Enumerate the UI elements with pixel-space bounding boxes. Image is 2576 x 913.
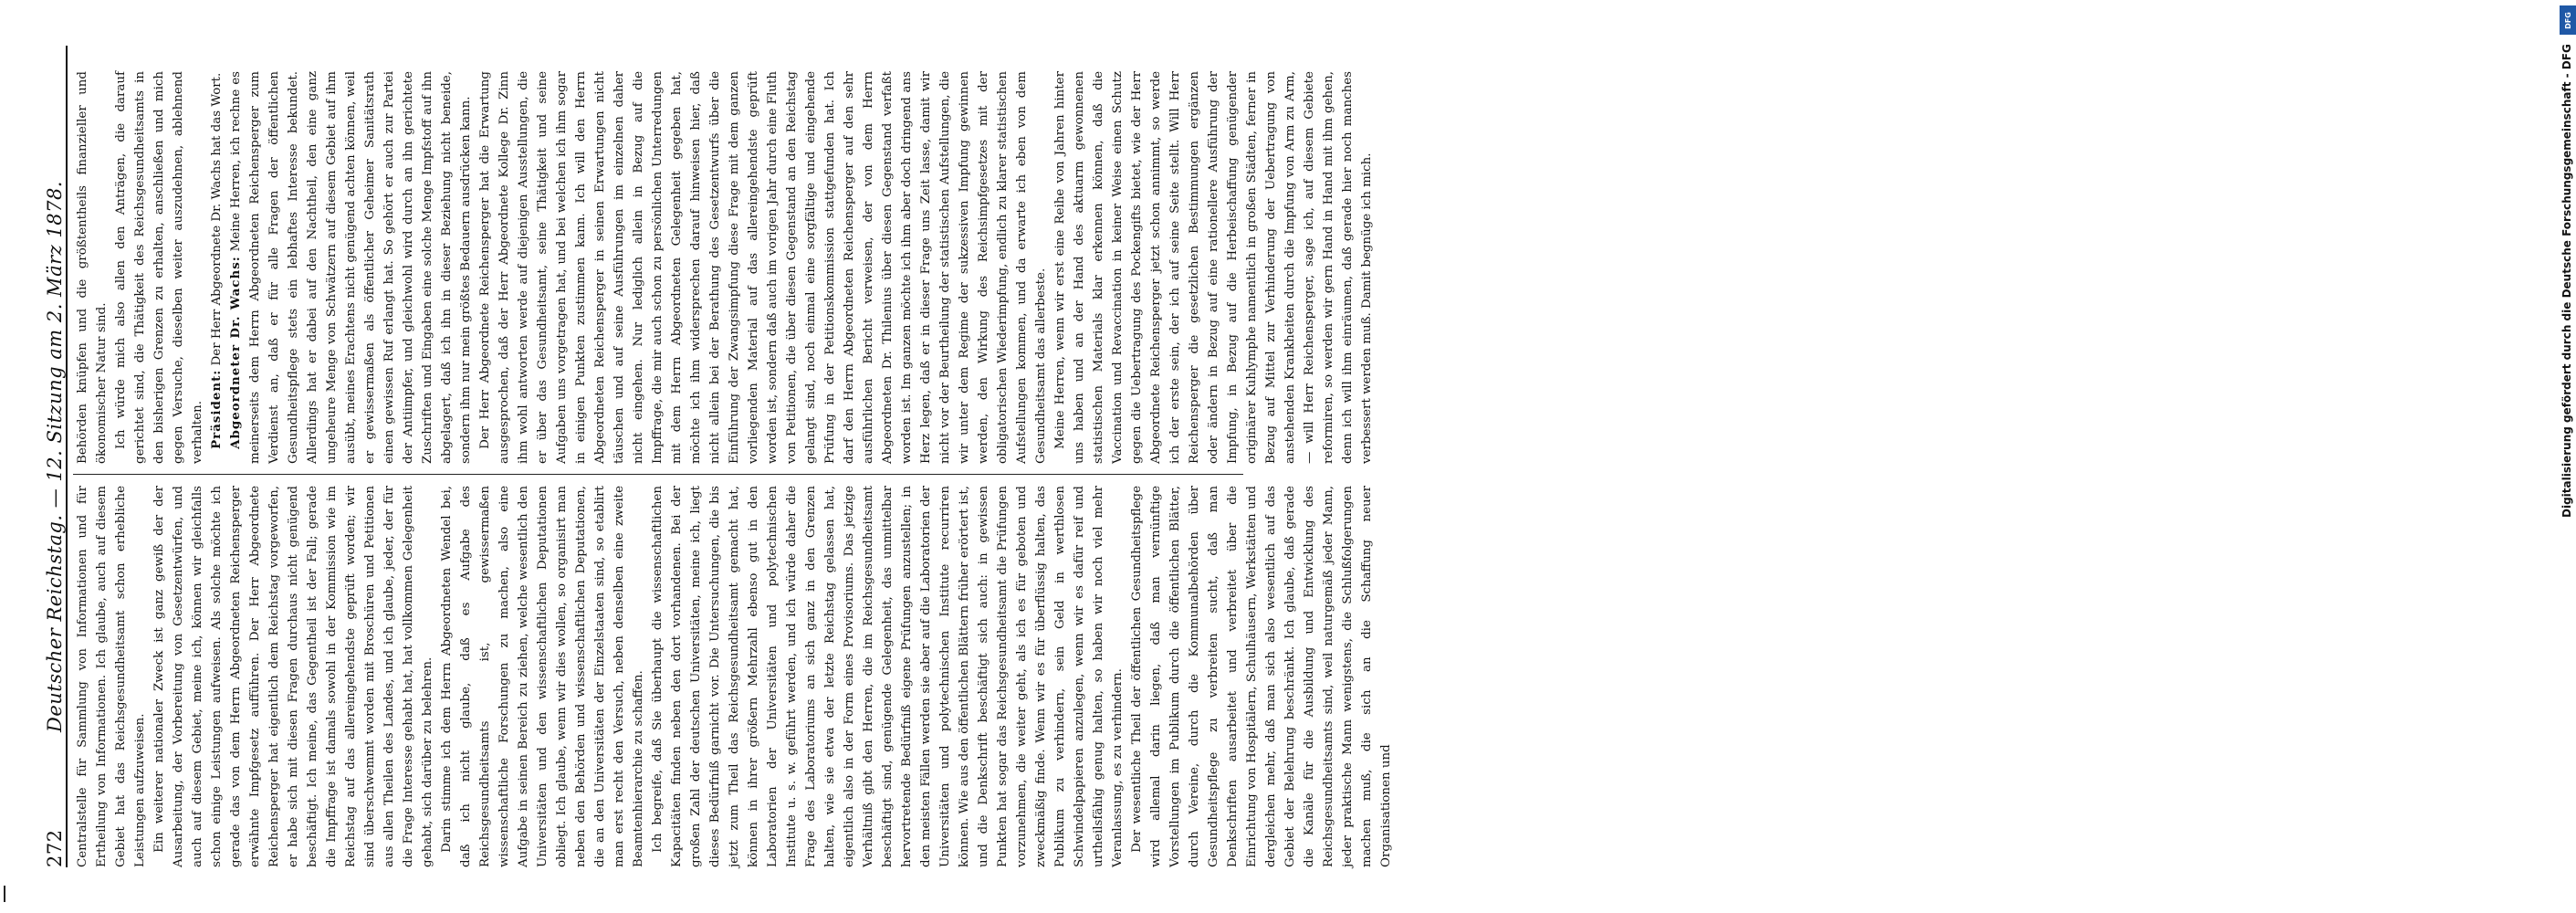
- dfg-logo-icon: [2560, 5, 2576, 35]
- president-label: Präsident:: [209, 369, 224, 449]
- scan-edge-mark: [4, 886, 5, 902]
- president-remark: [207, 71, 226, 464]
- paragraph: Behörden knüpfen und die größtentheils finanzieller und ökonomischer Natur sind.: [76, 71, 109, 464]
- dfg-logo-text: DFG: [2563, 11, 2572, 29]
- paragraph: Der Herr Abgeordnete Reichensperger hat die Erwartung ausgesprochen, daß der Herr Abgeordnete Kollege Dr. Zinn ihm wohl antworten werde auf diejenigen Ausstellungen, die er über das Gesundheitsamt, seine Thätigkeit und seine Aufgaben uns vorgetragen hat, und bei welchen ich ihm sogar in einigen Punkten zustimmen kann. Ich will den Herrn Abgeordneten Reichensperger in seinen Erwartungen nicht täuschen und auf seine Ausführungen im einzelnen daher nicht eingehen. Nur lediglich allein in Bezug auf die Impffrage, die mir auch schon zu persönlichen Unterredungen mit dem Herrn Abgeordneten Gelegenheit gegeben hat, möchte ich ihm widersprechen darauf hinweisen hier, daß nicht allein bei der Berathung des Gesetzentwurfs über die Einführung der Zwangsimpfung diese Frage mit dem ganzen vorliegenden Material auf das allereingehendste geprüft worden ist, sondern daß auch im vorigen Jahr durch eine Fluth von Petitionen, die über diesen Gegenstand an den Reichstag gelangt sind, noch einmal eine sorgfältige und eingehende Prüfung in der Petitionskommission stattgefunden hat. Ich darf den Herrn Abgeordneten Reichensperger auf den sehr ausführlichen Bericht verweisen, der von dem Herrn Abgeordneten Dr. Thilenius über diesen Gegenstand verfaßt worden ist. Im ganzen möchte ich ihm aber doch dringend ans Herz legen, daß er in dieser Frage uns Zeit lasse, damit wir nicht vor der Beurtheilung der statistischen Aufstellungen, die wir unter dem Regime der sukzessiven Impfung gewinnen werden, den Wirkung des Reichsimpfgesetzes mit der obligatorischen Wiederimpfung, endlich zu klarer statistischen Aufstellungen kommen, und da erwarte ich eben von dem Gesundheitsamt das allerbeste.: [478, 71, 1048, 464]
- left-column: [73, 486, 1393, 867]
- page-number: 272: [44, 829, 66, 867]
- digitization-sidebar: [1271, 0, 2573, 913]
- digitization-credit: Digitalisierung gefördert durch die Deutsche Forschungsgemeinschaft - DFG: [2560, 44, 2573, 518]
- page-header: [35, 46, 68, 867]
- column-divider: [73, 474, 1243, 475]
- right-column: [73, 71, 1374, 464]
- paragraph: Meine Herren, wenn wir erst eine Reihe von Jahren hinter uns haben und an der Hand des aktuarm gewonnenen statistischen Materials klar erkennen können, daß die Vaccination und Revaccination in keiner Weise einen Schutz gegen die Uebertragung des Pockengifts bietet, wie der Herr Abgeordnete Reichensperger jetzt schon annimmt, so werde ich der erste sein, der ich auf seine Seite stellt. Will Herr Reichensperger die gesetzlichen Bestimmungen ergänzen oder ändern in Bezug auf eine rationellere Ausführung der Impfung, in Bezug auf die Herbeischaffung genügender originärer Kuhlymphe namentlich in großen Städten, ferner in Bezug auf Mittel zur Verhinderung der Uebertragung von anstehenden Krankheiten durch die Impfung von Arm zu Arm, — will Herr Reichensperger, sage ich, auf diesem Gebiete reformiren, so werden wir gern Hand in Hand mit ihm gehen, denn ich will ihm einräumen, daß gerade hier noch manches verbessert werden muß. Damit begnüge ich mich.: [1053, 71, 1374, 464]
- paragraph: Darin stimme ich dem Herrn Abgeordneten Wendel bei, daß ich nicht glaube, daß es Aufgabe des Reichsgesundheitsamts ist, gewissermaßen wissenschaftliche Forschungen zu machen, also eine Aufgabe in seinen Bereich zu ziehen, welche wesentlich den Universitäten und den wissenschaftlichen Deputationen obliegt. Ich glaube, wenn wir dies wollen, so organisirt man neben den Behörden und wissenschaftlichen Deputationen, die an den Universitäten der Einzelstaaten sind, so etablirt man erst recht den Versuch, neben denselben eine zweite Beamtenhierarchie zu schaffen.: [440, 486, 645, 867]
- running-title: Deutscher Reichstag. — 12. Sitzung am 2. März 1878.: [44, 181, 66, 732]
- speaker-label: Abgeordneter Dr. Wachs:: [228, 256, 243, 449]
- speaker-remark: [226, 71, 476, 464]
- paragraph: Ich begreife, daß Sie überhaupt die wissenschaftlichen Kapacitäten finden neben den dort vorhandenen. Bei der großen Zahl der deutschen Universitäten, meine ich, liegt dieses Bedürfniß garnicht vor. Die Untersuchungen, die bis jetzt zum Theil das Reichsgesundheitsamt gemacht hat, können in ihrer größern Mehrzahl ebenso gut in den Laboratorien der Universitäten und polytechnischen Institute u. s. w. geführt werden, und ich würde daher die Frage des Laboratoriums an sich ganz in den Grenzen halten, wie sie etwa der letzte Reichstag gelassen hat, eigentlich also in der Form eines Provisoriums. Das jetzige Verhältniß gibt den Herren, die im Reichsgesundheitsamt beschäftigt sind, genügende Gelegenheit, das unmittelbar hervortretende Bedürfniß eigene Prüfungen anzustellen; in den meisten Fällen werden sie aber auf die Laboratorien der Universitäten und polytechnischen Institute recurriren können. Wie aus den öffentlichen Blättern früher erörtert ist, und die Denkschrift beschäftigt sich auch: in gewissen Punkten hat sogar das Reichsgesundheitsamt die Prüfungen vorzunehmen, die weiter geht, als ich es für geboten und zweckmäßig finde. Wenn wir es für überflüssig halten, das Publikum zu verhindern, sein Geld in werthlosen Schwindelpapieren anzulegen, wenn wir es dafür reif und urtheilsfähig genug halten, so haben wir noch viel mehr Veranlassung, es zu verhindern.: [651, 486, 1125, 867]
- paragraph: Der wesentliche Theil der öffentlichen Gesundheitspflege wird allemal darin liegen, daß man vernünftige Vorstellungen im Publikum durch die öffentlichen Blätter, durch Vereine, durch die Kommunalbehörden über Gesundheitspflege zu verbreiten sucht, daß man Denkschriften ausarbeitet und verbreitet über die Einrichtung von Hospitälern, Schulhäusern, Werkstätten und dergleichen mehr, daß man sich also wesentlich auf das Gebiet der Belehrung beschränkt. Ich glaube, daß gerade die Kanäle für die Ausbildung und Entwicklung des Reichsgesundheitsamts sind, weil naturgemäß jeder Mann, jeder praktische Mann wenigstens, die Schlußfolgerungen machen muß, die sich an die Schaffung neuer Organisationen und: [1130, 486, 1393, 867]
- paragraph: Centralstelle für Sammlung von Informationen und für Ertheilung von Informationen. Ich glaube, auch auf diesem Gebiet hat das Reichsgesundheitsamt schon erhebliche Leistungen aufzuweisen.: [76, 486, 147, 867]
- speaker-text: Meine Herren, ich rechne es meinerseits dem Herrn Abgeordneten Reichensperger zum Verdienst an, daß er für alle Fragen der öffentlichen Gesundheitspflege stets ein lebhaftes Interesse bekundet. Allerdings hat er dabei auf den Nachtheil, den eine ganz ungeheure Menge von Schwätzern auf diesem Gebiet auf ihm ausübt, meines Erachtens nicht genügend achten können, weil er gewissermaßen als öffentlicher Geheimer Sanitätsrath einen gewissen Ruf erlangt hat. So gehört er auch zur Partei der Antiimpfer, und gleichwohl wird durch an ihn gerichtete Zuschriften und Eingaben eine solche Menge Impfstoff auf ihn abgelagert, daß ich ihn in dieser Beziehung nicht beneide, sondern ihm nur mein größtes Bedauern ausdrücken kann.: [229, 71, 473, 464]
- president-text: Der Herr Abgeordnete Dr. Wachs hat das Wort.: [210, 72, 224, 366]
- paragraph: Ein weiterer nationaler Zweck ist ganz gewiß der der Ausarbeitung, der Vorbereitung von Gesetzentwürfen, und auch auf diesem Gebiet, meine ich, können wir gleichfalls schon einige Leistungen aufweisen. Als solche möchte ich gerade das von dem Herrn Abgeordneten Reichensperger erwähnte Impfgesetz aufführen. Der Herr Abgeordnete Reichensperger hat eigentlich dem Reichstag vorgeworfen, er habe sich mit diesen Fragen durchaus nicht genügend beschäftigt. Ich meine, das Gegentheil ist der Fall; gerade die Impffrage ist damals sowohl in der Kommission wie im Reichstag auf das allereingehendste geprüft worden; wir sind überschwemmt worden mit Broschüren und Petitionen aus allen Theilen des Landes, und ich glaube, jeder, der für die Frage Interesse gehabt hat, hat vollkommen Gelegenheit gehabt, sich darüber zu belehren.: [152, 486, 435, 867]
- paragraph: Ich würde mich also allen den Anträgen, die darauf gerichtet sind, die Thätigkeit des Reichsgesundheitsamts in den bisherigen Grenzen zu erhalten, anschließen und mich gegen Versuche, dieselben weiter auszudehnen, ablehnend verhalten.: [114, 71, 204, 464]
